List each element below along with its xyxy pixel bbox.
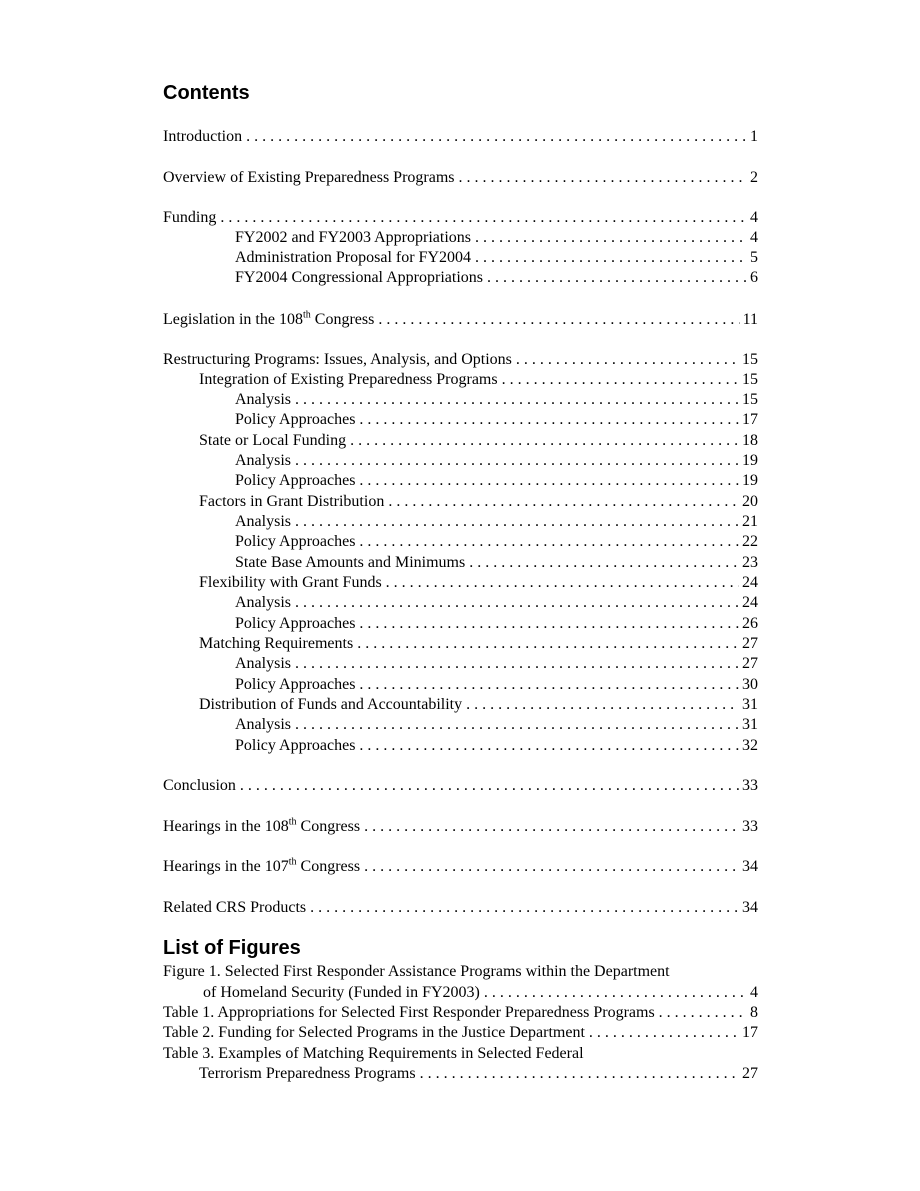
toc-entry-label: Integration of Existing Preparedness Programs <box>199 371 498 388</box>
toc-entry-label: Analysis <box>235 513 291 530</box>
toc-entry-label: Policy Approaches <box>235 676 356 693</box>
leader-dots <box>359 471 739 491</box>
leader-dots <box>659 1003 747 1023</box>
figure-entry[interactable] <box>163 983 758 1003</box>
toc-entry-page: 19 <box>742 452 758 469</box>
toc-entry[interactable] <box>163 736 758 756</box>
toc-entry-page: 34 <box>742 899 758 916</box>
toc-entry[interactable] <box>163 390 758 410</box>
toc-entry-label: Policy Approaches <box>235 472 356 489</box>
toc-entry[interactable] <box>163 370 758 390</box>
toc-entry-page: 34 <box>742 858 758 875</box>
figure-entry-label: of Homeland Security (Funded in FY2003) <box>203 984 480 1001</box>
toc-entry[interactable] <box>163 471 758 491</box>
toc-entry-label: State Base Amounts and Minimums <box>235 554 466 571</box>
toc-entry-label: Matching Requirements <box>199 635 354 652</box>
leader-dots <box>378 310 739 330</box>
toc-entry-page: 6 <box>750 269 758 286</box>
toc-entry[interactable] <box>163 532 758 552</box>
toc-entry[interactable] <box>163 573 758 593</box>
toc-entry-page: 33 <box>742 777 758 794</box>
leader-dots <box>459 168 748 188</box>
toc-entry[interactable] <box>163 492 758 512</box>
leader-dots <box>469 553 739 573</box>
toc-entry-page: 18 <box>742 432 758 449</box>
toc-entry-page: 26 <box>742 615 758 632</box>
toc-entry[interactable] <box>163 228 758 248</box>
toc-entry-page: 19 <box>742 472 758 489</box>
toc-entry-page: 15 <box>742 371 758 388</box>
toc-entry-page: 20 <box>742 493 758 510</box>
toc-entry-label: Hearings in the 108th Congress <box>163 816 361 835</box>
leader-dots <box>295 654 739 674</box>
leader-dots <box>475 228 747 248</box>
toc-entry[interactable] <box>163 208 758 228</box>
toc-entry-label: Analysis <box>235 655 291 672</box>
leader-dots <box>364 817 739 837</box>
toc-entry-label: Introduction <box>163 128 243 145</box>
toc-entry[interactable] <box>163 695 758 715</box>
leader-dots <box>388 492 739 512</box>
toc-entry[interactable] <box>163 248 758 268</box>
toc-entry-page: 15 <box>742 391 758 408</box>
toc-entry-page: 24 <box>742 594 758 611</box>
figures-heading: List of Figures <box>163 937 301 959</box>
toc-entry-label: Policy Approaches <box>235 615 356 632</box>
leader-dots <box>502 370 739 390</box>
leader-dots <box>350 431 739 451</box>
leader-dots <box>359 614 739 634</box>
leader-dots <box>516 350 739 370</box>
table-entry-page: 17 <box>742 1024 758 1041</box>
toc-entry-label: FY2002 and FY2003 Appropriations <box>235 229 471 246</box>
toc-entry-label: Analysis <box>235 452 291 469</box>
leader-dots <box>359 736 739 756</box>
toc-entry-label: Factors in Grant Distribution <box>199 493 385 510</box>
toc-entry[interactable] <box>163 614 758 634</box>
table-entry[interactable] <box>163 1064 758 1084</box>
leader-dots <box>357 634 739 654</box>
toc-entry[interactable] <box>163 410 758 430</box>
toc-entry-label: State or Local Funding <box>199 432 347 449</box>
leader-dots <box>295 512 739 532</box>
figure-entry-page: 4 <box>750 984 758 1001</box>
toc-entry[interactable] <box>163 268 758 288</box>
toc-entry-page: 31 <box>742 716 758 733</box>
toc-entry-page: 23 <box>742 554 758 571</box>
table-entry[interactable] <box>163 1023 758 1043</box>
toc-entry-page: 4 <box>750 209 758 226</box>
toc-entry-label: Restructuring Programs: Issues, Analysis, and Options <box>163 351 512 368</box>
toc-entry[interactable] <box>163 675 758 695</box>
toc-entry-label: Distribution of Funds and Accountability <box>199 696 463 713</box>
table-entry[interactable] <box>163 1003 758 1023</box>
toc-entry-page: 5 <box>750 249 758 266</box>
leader-dots <box>359 532 739 552</box>
leader-dots <box>420 1064 739 1084</box>
toc-entry-label: Related CRS Products <box>163 899 307 916</box>
toc-entry-label: Policy Approaches <box>235 411 356 428</box>
toc-entry-page: 1 <box>750 128 758 145</box>
toc-entry-page: 30 <box>742 676 758 693</box>
toc-entry-page: 11 <box>742 311 758 328</box>
toc-entry[interactable] <box>163 553 758 573</box>
table-entry-line[interactable]: Table 3. Examples of Matching Requirements in Selected Federal <box>163 1045 584 1062</box>
toc-entry[interactable] <box>163 857 758 877</box>
leader-dots <box>295 593 739 613</box>
toc-entry[interactable] <box>163 898 758 918</box>
table-entry-page: 8 <box>750 1004 758 1021</box>
toc-entry-label: Overview of Existing Preparedness Programs <box>163 169 455 186</box>
toc-entry-page: 21 <box>742 513 758 530</box>
toc-entry[interactable] <box>163 310 758 330</box>
toc-entry-label: Policy Approaches <box>235 533 356 550</box>
toc-entry-page: 24 <box>742 574 758 591</box>
toc-entry[interactable] <box>163 817 758 837</box>
toc-entry-page: 22 <box>742 533 758 550</box>
leader-dots <box>364 857 739 877</box>
toc-entry[interactable] <box>163 654 758 674</box>
leader-dots <box>359 410 739 430</box>
leader-dots <box>310 898 739 918</box>
leader-dots <box>295 715 739 735</box>
toc-entry[interactable] <box>163 776 758 796</box>
toc-entry-label: FY2004 Congressional Appropriations <box>235 269 483 286</box>
toc-entry[interactable] <box>163 715 758 735</box>
toc-entry[interactable] <box>163 634 758 654</box>
toc-entry-label: Funding <box>163 209 217 226</box>
toc-entry[interactable] <box>163 512 758 532</box>
toc-entry-label: Analysis <box>235 716 291 733</box>
table-entry-label: Table 1. Appropriations for Selected First Responder Preparedness Programs <box>163 1004 655 1021</box>
figure-entry-line[interactable]: Figure 1. Selected First Responder Assistance Programs within the Department <box>163 963 670 980</box>
toc-entry[interactable] <box>163 593 758 613</box>
toc-entry-page: 33 <box>742 818 758 835</box>
toc-entry-page: 4 <box>750 229 758 246</box>
leader-dots <box>589 1023 739 1043</box>
leader-dots <box>240 776 739 796</box>
toc-entry-label: Analysis <box>235 594 291 611</box>
toc-entry-page: 27 <box>742 655 758 672</box>
leader-dots <box>466 695 739 715</box>
toc-entry[interactable] <box>163 127 758 147</box>
table-entry-label: Table 2. Funding for Selected Programs in the Justice Department <box>163 1024 585 1041</box>
toc-entry-label: Conclusion <box>163 777 236 794</box>
toc-entry-label: Legislation in the 108th Congress <box>163 309 375 328</box>
contents-heading: Contents <box>163 82 250 104</box>
leader-dots <box>295 451 739 471</box>
leader-dots <box>295 390 739 410</box>
leader-dots <box>487 268 747 288</box>
leader-dots <box>359 675 739 695</box>
toc-entry-page: 31 <box>742 696 758 713</box>
toc-entry[interactable] <box>163 451 758 471</box>
leader-dots <box>246 127 747 147</box>
toc-entry[interactable] <box>163 350 758 370</box>
toc-entry-page: 2 <box>750 169 758 186</box>
toc-entry-label: Analysis <box>235 391 291 408</box>
toc-entry-label: Policy Approaches <box>235 737 356 754</box>
toc-entry-label: Administration Proposal for FY2004 <box>235 249 471 266</box>
leader-dots <box>386 573 739 593</box>
table-entry-label: Terrorism Preparedness Programs <box>199 1065 416 1082</box>
leader-dots <box>484 983 747 1003</box>
toc-entry-label: Hearings in the 107th Congress <box>163 856 361 875</box>
toc-entry[interactable] <box>163 431 758 451</box>
leader-dots <box>475 248 747 268</box>
toc-entry[interactable] <box>163 168 758 188</box>
toc-entry-page: 17 <box>742 411 758 428</box>
toc-entry-page: 15 <box>742 351 758 368</box>
toc-entry-page: 27 <box>742 635 758 652</box>
toc-entry-page: 32 <box>742 737 758 754</box>
leader-dots <box>220 208 747 228</box>
toc-entry-label: Flexibility with Grant Funds <box>199 574 382 591</box>
table-entry-page: 27 <box>742 1065 758 1082</box>
